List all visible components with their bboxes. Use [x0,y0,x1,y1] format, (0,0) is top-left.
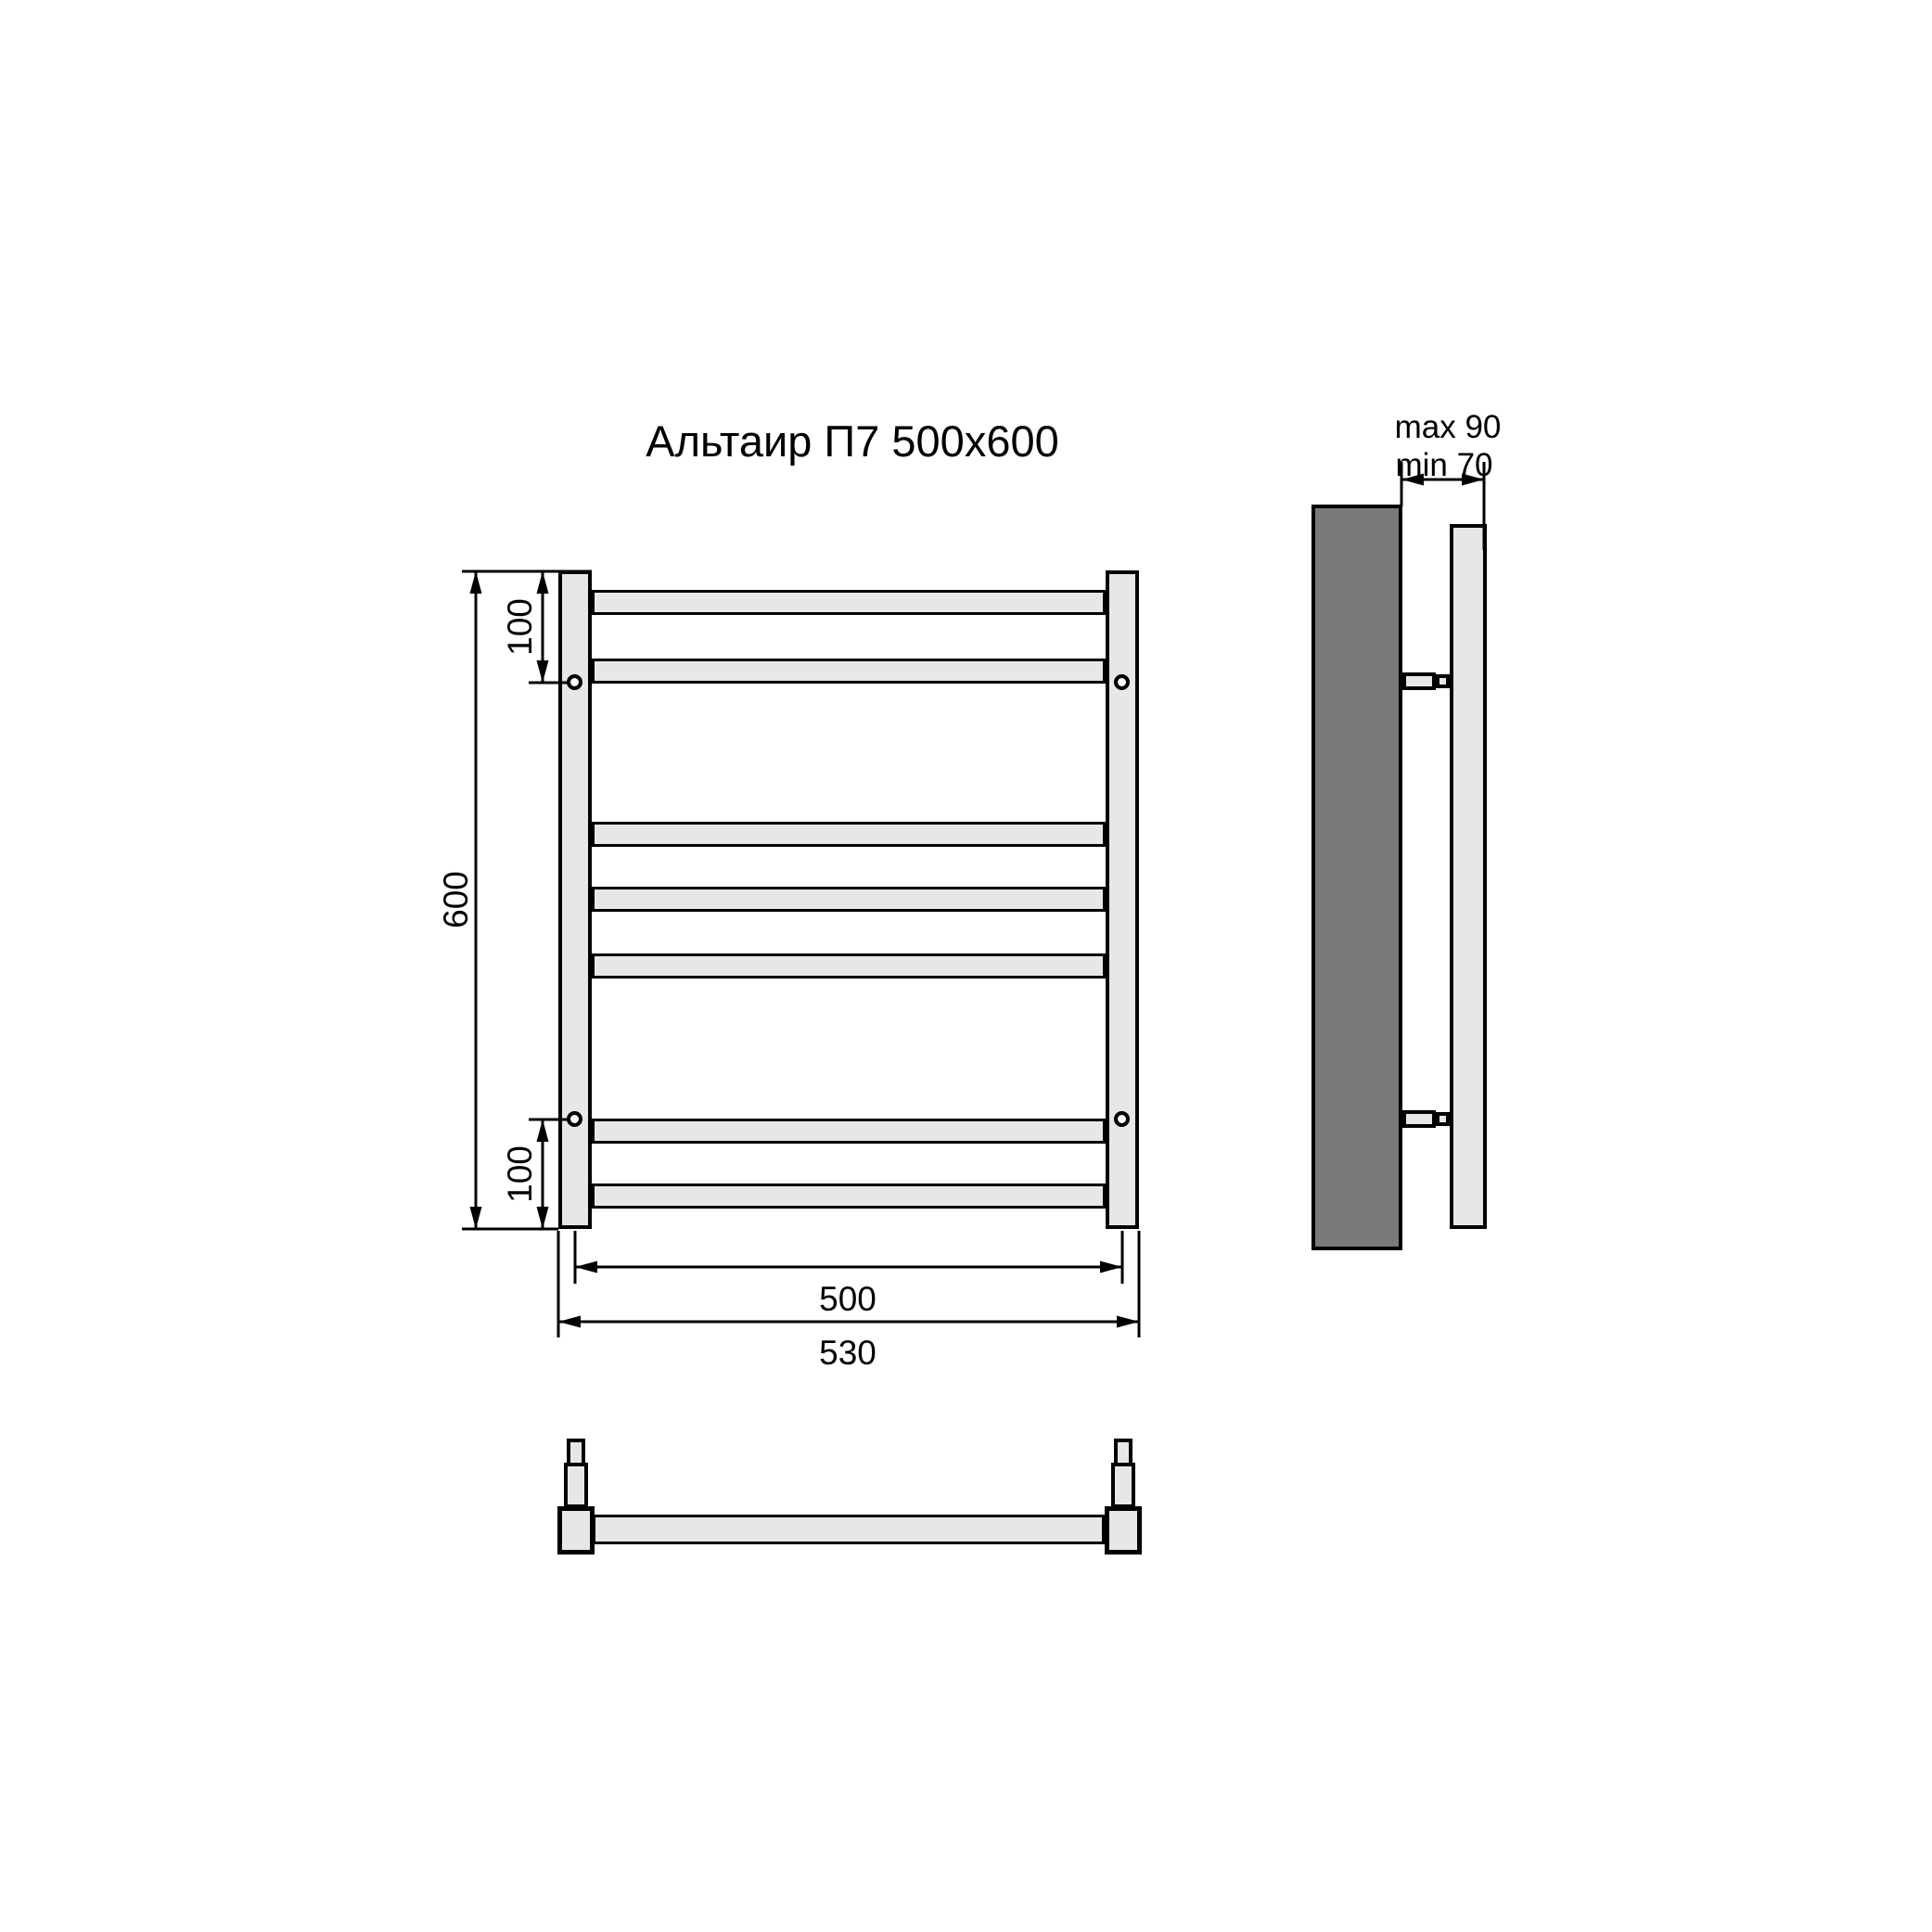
arrowhead-down [537,1207,549,1229]
dim-label-bottom-spacing: 100 [501,1145,539,1203]
dim-label-center-width: 500 [819,1280,876,1318]
dim-label-overall-width: 530 [819,1334,876,1372]
arrowhead-left [575,1261,597,1273]
arrowhead-up [537,571,549,594]
arrowhead-down [470,1207,482,1229]
arrowhead-up [537,1120,549,1142]
dim-label-top-spacing: 100 [501,598,539,656]
mount-hole-top-right [1114,674,1130,690]
dim-width-500 [575,1231,1122,1284]
dim-height-600 [462,571,592,1229]
dim-label-wall-gap-min: min 70 [1395,447,1493,483]
dim-label-height: 600 [437,871,475,928]
dim-label-wall-gap-max: max 90 [1394,409,1502,445]
arrowhead-up [470,571,482,594]
arrowhead-right [1100,1261,1122,1273]
mount-hole-top-left [567,674,582,690]
arrowhead-right [1117,1316,1139,1328]
arrowhead-down [537,660,549,683]
drawing-title: Альтаир П7 500x600 [646,416,1059,466]
mount-hole-bottom-right [1114,1111,1130,1127]
mount-hole-bottom-left [567,1111,582,1127]
arrowhead-left [558,1316,581,1328]
